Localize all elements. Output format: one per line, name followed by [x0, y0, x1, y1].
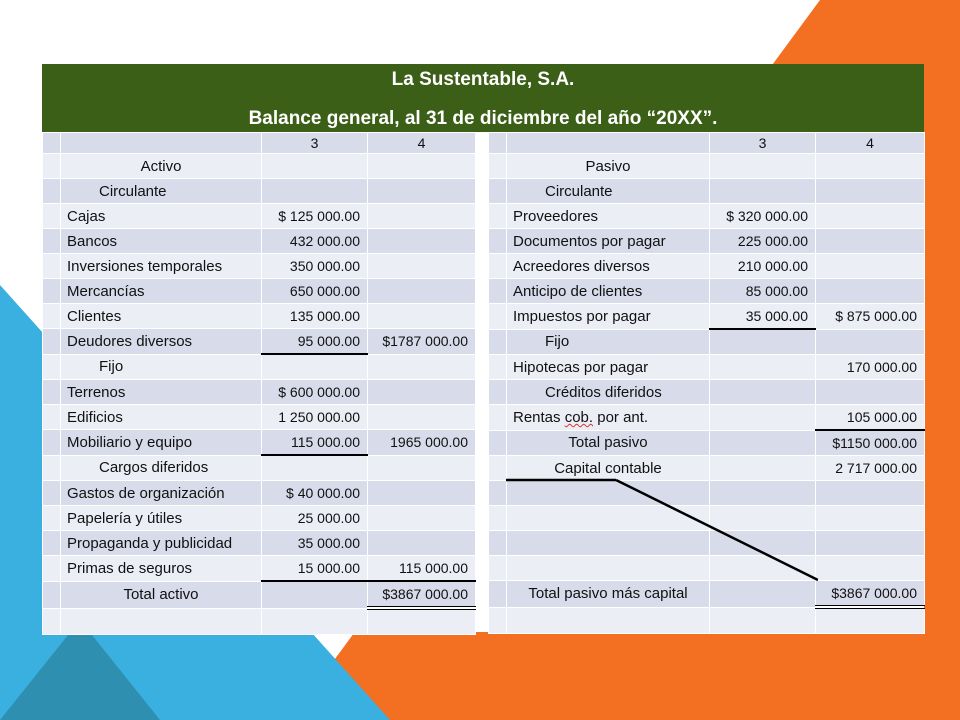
amount-column-3 [710, 380, 816, 405]
account-label: Acreedores diversos [507, 254, 710, 279]
activo-row [43, 329, 476, 355]
account-label [507, 531, 710, 556]
pasivo-row [489, 456, 925, 481]
amount-column-4: 105 000.00 [816, 405, 925, 431]
amount-column-4 [816, 481, 925, 506]
amount-column-3: 25 000.00 [262, 506, 368, 531]
sheet-title: Balance general, al 31 de diciembre del año “20XX”. [248, 108, 718, 129]
amount-column-3 [710, 607, 816, 634]
row-stub [489, 154, 507, 179]
account-label [507, 607, 710, 634]
amount-column-3 [262, 354, 368, 380]
amount-column-3 [710, 154, 816, 179]
amount-column-3: $ 320 000.00 [710, 204, 816, 229]
amount-column-4 [816, 179, 925, 204]
label-column-header [61, 133, 262, 154]
amount-column-4 [816, 556, 925, 581]
activo-row [43, 380, 476, 405]
amount-column-4 [368, 229, 476, 254]
pasivo-row [489, 581, 925, 608]
row-stub [43, 304, 61, 329]
row-stub [43, 354, 61, 380]
row-stub [489, 254, 507, 279]
amount-column-4 [368, 608, 476, 635]
pasivo-row [489, 380, 925, 405]
row-stub [43, 481, 61, 506]
row-stub [43, 430, 61, 456]
column-header-row [43, 133, 476, 154]
amount-column-4: 1965 000.00 [368, 430, 476, 456]
amount-column-4 [368, 531, 476, 556]
account-label: Circulante [61, 179, 262, 204]
account-label: Deudores diversos [61, 329, 262, 355]
account-label: Rentas cob. por ant. [507, 405, 710, 431]
amount-column-3: 85 000.00 [710, 279, 816, 304]
row-stub [43, 329, 61, 355]
column-3-header: 3 [262, 133, 368, 154]
amount-column-4 [816, 329, 925, 355]
account-label: Total pasivo [507, 430, 710, 456]
activo-row [43, 179, 476, 204]
row-stub [489, 506, 507, 531]
amount-column-3 [710, 329, 816, 355]
amount-column-3: 1 250 000.00 [262, 405, 368, 430]
amount-column-3: 35 000.00 [710, 304, 816, 330]
amount-column-3 [710, 430, 816, 456]
activo-row [43, 304, 476, 329]
company-name: La Sustentable, S.A. [391, 69, 575, 90]
activo-row [43, 254, 476, 279]
row-stub [43, 229, 61, 254]
account-label: Terrenos [61, 380, 262, 405]
activo-row [43, 354, 476, 380]
row-stub [489, 405, 507, 431]
pasivo-row [489, 405, 925, 431]
activo-row [43, 229, 476, 254]
amount-column-4 [368, 304, 476, 329]
pasivo-table [488, 132, 925, 634]
account-label: Papelería y útiles [61, 506, 262, 531]
amount-column-3 [710, 456, 816, 481]
label-column-header [507, 133, 710, 154]
row-stub [489, 607, 507, 634]
row-stub [489, 204, 507, 229]
row-stub [489, 279, 507, 304]
amount-column-4 [816, 229, 925, 254]
amount-column-3 [262, 608, 368, 635]
amount-column-3 [710, 581, 816, 608]
activo-row [43, 204, 476, 229]
column-4-header: 4 [816, 133, 925, 154]
row-stub [43, 405, 61, 430]
account-label: Gastos de organización [61, 481, 262, 506]
row-stub [489, 380, 507, 405]
account-label: Mobiliario y equipo [61, 430, 262, 456]
amount-column-3 [262, 455, 368, 481]
pasivo-row [489, 329, 925, 355]
amount-column-3: 35 000.00 [262, 531, 368, 556]
amount-column-4 [816, 204, 925, 229]
account-label [61, 608, 262, 635]
amount-column-4: 115 000.00 [368, 556, 476, 582]
row-stub [43, 204, 61, 229]
row-stub [43, 154, 61, 179]
row-stub [489, 456, 507, 481]
amount-column-3 [262, 154, 368, 179]
amount-column-4 [816, 254, 925, 279]
amount-column-4: $3867 000.00 [368, 581, 476, 608]
amount-column-4 [816, 607, 925, 634]
row-stub [43, 531, 61, 556]
row-stub [43, 279, 61, 304]
row-stub [489, 229, 507, 254]
amount-column-4 [816, 154, 925, 179]
amount-column-4 [368, 354, 476, 380]
amount-column-3: 650 000.00 [262, 279, 368, 304]
account-label: Fijo [507, 329, 710, 355]
row-stub [489, 304, 507, 330]
row-stub [43, 380, 61, 405]
row-stub [43, 179, 61, 204]
column-header-row [489, 133, 925, 154]
spellcheck-mark: cob. [564, 408, 594, 426]
account-label: Pasivo [507, 154, 710, 179]
amount-column-4: $1787 000.00 [368, 329, 476, 355]
row-stub [489, 556, 507, 581]
activo-row [43, 279, 476, 304]
account-label: Bancos [61, 229, 262, 254]
row-stub [43, 556, 61, 582]
activo-row [43, 154, 476, 179]
amount-column-3 [710, 531, 816, 556]
row-stub [489, 329, 507, 355]
row-stub [489, 481, 507, 506]
activo-row [43, 556, 476, 582]
account-label: Propaganda y publicidad [61, 531, 262, 556]
pasivo-row [489, 430, 925, 456]
account-label: Cajas [61, 204, 262, 229]
account-label: Hipotecas por pagar [507, 355, 710, 380]
amount-column-3 [710, 355, 816, 380]
account-label: Créditos diferidos [507, 380, 710, 405]
balance-sheet [42, 64, 924, 632]
activo-table [42, 132, 476, 635]
amount-column-3 [262, 179, 368, 204]
pasivo-row [489, 279, 925, 304]
account-label: Proveedores [507, 204, 710, 229]
account-label: Cargos diferidos [61, 455, 262, 481]
row-stub [43, 455, 61, 481]
pasivo-row [489, 506, 925, 531]
amount-column-3: 432 000.00 [262, 229, 368, 254]
amount-column-3 [710, 405, 816, 431]
amount-column-4 [816, 531, 925, 556]
row-stub [43, 581, 61, 608]
activo-row [43, 531, 476, 556]
amount-column-3: 115 000.00 [262, 430, 368, 456]
amount-column-3 [710, 506, 816, 531]
pasivo-row [489, 355, 925, 380]
pasivo-row [489, 229, 925, 254]
activo-row [43, 506, 476, 531]
row-stub [43, 506, 61, 531]
account-label: Activo [61, 154, 262, 179]
row-stub [489, 355, 507, 380]
pasivo-row [489, 304, 925, 330]
amount-column-4: $ 875 000.00 [816, 304, 925, 330]
account-label: Total pasivo más capital [507, 581, 710, 608]
pasivo-row [489, 531, 925, 556]
account-label: Edificios [61, 405, 262, 430]
amount-column-4 [368, 506, 476, 531]
amount-column-3: 210 000.00 [710, 254, 816, 279]
pasivo-row [489, 204, 925, 229]
amount-column-3: 135 000.00 [262, 304, 368, 329]
amount-column-3: 15 000.00 [262, 556, 368, 582]
row-stub [489, 133, 507, 154]
column-4-header: 4 [368, 133, 476, 154]
amount-column-3: $ 125 000.00 [262, 204, 368, 229]
activo-row [43, 608, 476, 635]
account-label: Primas de seguros [61, 556, 262, 582]
amount-column-3: 350 000.00 [262, 254, 368, 279]
amount-column-4 [816, 506, 925, 531]
activo-row [43, 405, 476, 430]
pasivo-row [489, 481, 925, 506]
amount-column-3 [262, 581, 368, 608]
amount-column-3: 95 000.00 [262, 329, 368, 355]
pasivo-row [489, 179, 925, 204]
activo-row [43, 430, 476, 456]
amount-column-4 [368, 179, 476, 204]
account-label: Fijo [61, 354, 262, 380]
amount-column-4 [368, 455, 476, 481]
amount-column-4 [368, 279, 476, 304]
activo-row [43, 455, 476, 481]
account-label: Impuestos por pagar [507, 304, 710, 330]
account-label: Total activo [61, 581, 262, 608]
activo-row [43, 481, 476, 506]
pasivo-row [489, 556, 925, 581]
amount-column-4 [368, 405, 476, 430]
amount-column-4 [368, 481, 476, 506]
amount-column-4: 2 717 000.00 [816, 456, 925, 481]
account-label [507, 506, 710, 531]
row-stub [489, 581, 507, 608]
amount-column-4 [368, 380, 476, 405]
amount-column-4 [368, 204, 476, 229]
pasivo-row [489, 254, 925, 279]
account-label: Anticipo de clientes [507, 279, 710, 304]
amount-column-4 [816, 380, 925, 405]
account-label [507, 556, 710, 581]
amount-column-4: 170 000.00 [816, 355, 925, 380]
amount-column-3 [710, 556, 816, 581]
amount-column-4 [368, 254, 476, 279]
amount-column-3 [710, 179, 816, 204]
activo-row [43, 581, 476, 608]
account-label: Documentos por pagar [507, 229, 710, 254]
account-label: Inversiones temporales [61, 254, 262, 279]
row-stub [489, 531, 507, 556]
amount-column-4: $3867 000.00 [816, 581, 925, 608]
amount-column-3: 225 000.00 [710, 229, 816, 254]
row-stub [489, 430, 507, 456]
account-label [507, 481, 710, 506]
row-stub [43, 254, 61, 279]
account-label: Mercancías [61, 279, 262, 304]
pasivo-row [489, 154, 925, 179]
amount-column-3 [710, 481, 816, 506]
amount-column-3: $ 40 000.00 [262, 481, 368, 506]
sheet-header [42, 64, 924, 132]
row-stub [43, 608, 61, 635]
account-label: Capital contable [507, 456, 710, 481]
amount-column-4 [816, 279, 925, 304]
row-stub [489, 179, 507, 204]
amount-column-3: $ 600 000.00 [262, 380, 368, 405]
account-label: Clientes [61, 304, 262, 329]
pasivo-row [489, 607, 925, 634]
column-3-header: 3 [710, 133, 816, 154]
amount-column-4 [368, 154, 476, 179]
account-label: Circulante [507, 179, 710, 204]
row-stub [43, 133, 61, 154]
amount-column-4: $1150 000.00 [816, 430, 925, 456]
